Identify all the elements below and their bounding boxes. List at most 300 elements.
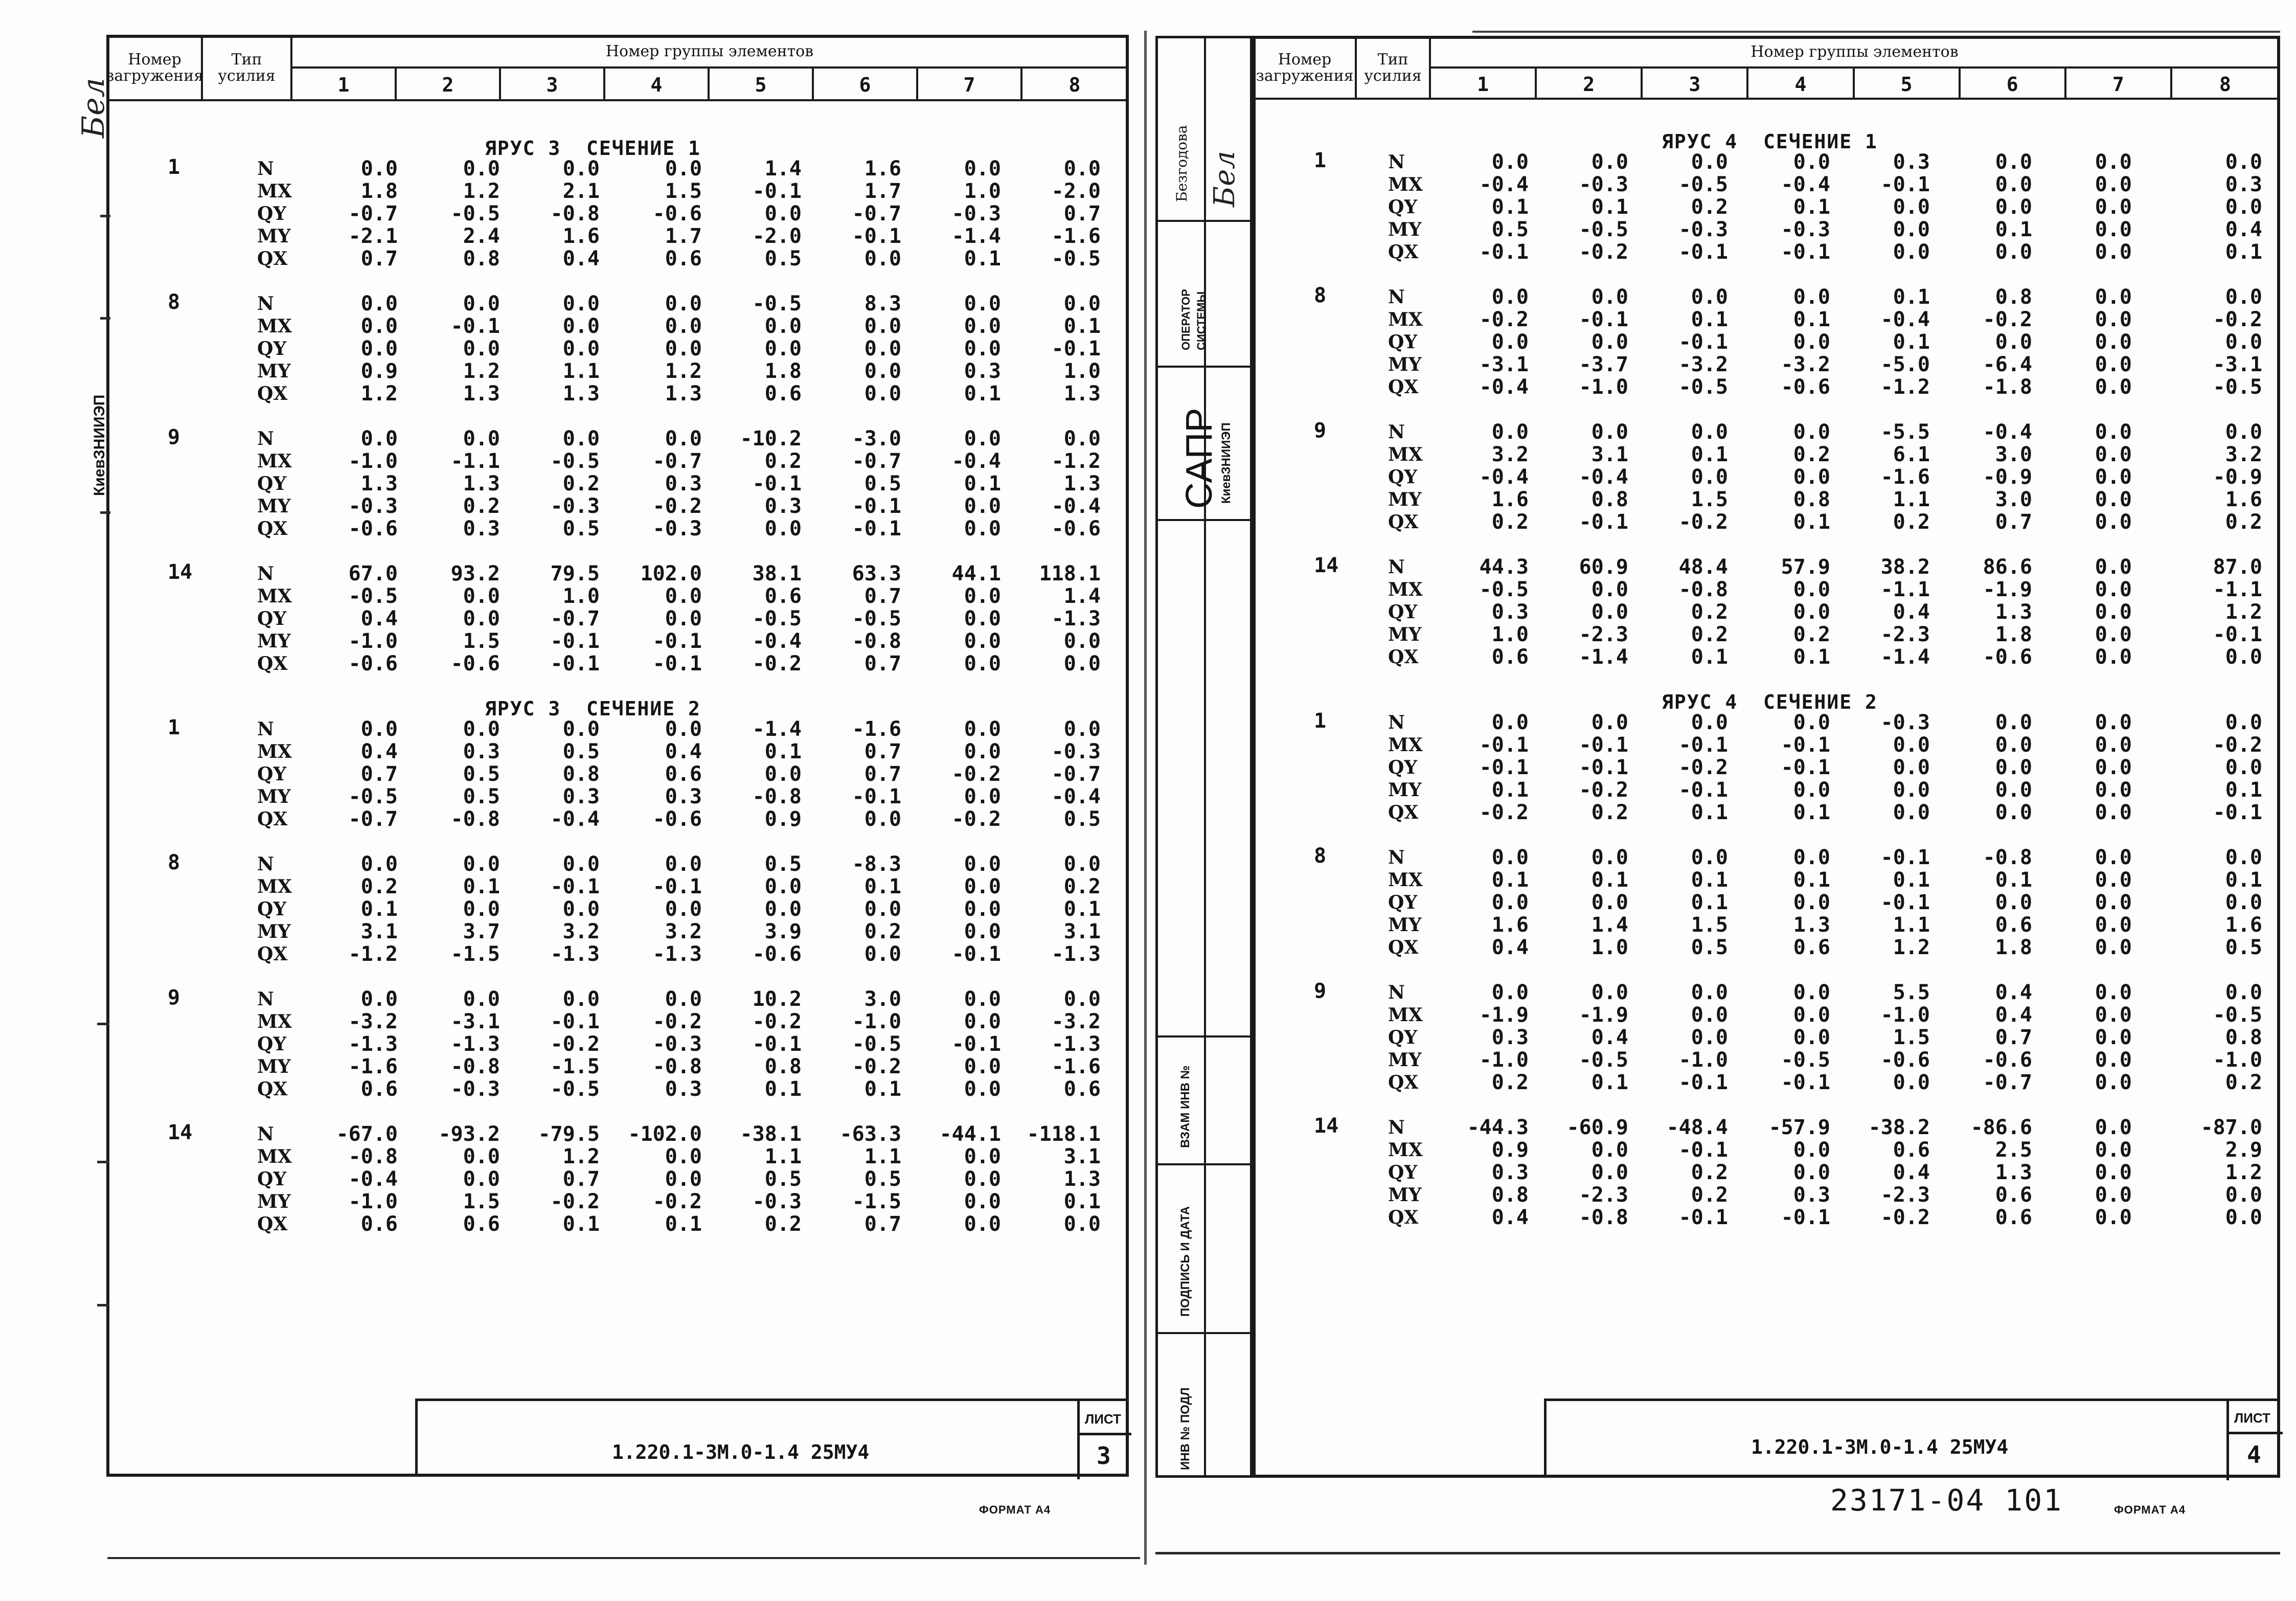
force-value-cell: 0.5 [1491,218,1529,241]
section-title: ЯРУС 4 СЕЧЕНИЕ 2 [1662,691,1878,713]
force-value-cell: 0.0 [964,292,1001,315]
force-type-label: N [257,718,274,740]
force-type-label: MX [1388,1139,1423,1161]
force-value-cell: 0.0 [463,292,500,315]
force-value-cell: 1.3 [1793,913,1830,937]
force-value-cell: -0.4 [752,629,802,653]
force-type-label: MX [1388,174,1423,195]
force-value-cell: -2.1 [348,224,398,248]
force-value-cell: 0.0 [2225,846,2262,869]
force-value-cell: -3.2 [348,1010,398,1033]
force-value-cell: -0.8 [348,1145,398,1168]
force-value-cell: -0.2 [550,1190,600,1213]
force-type-label: MY [1388,489,1422,510]
force-value-cell: 0.0 [2095,600,2132,624]
force-type-label: N [1388,847,1405,868]
force-value-cell: 0.3 [1491,600,1529,624]
force-value-cell: -118.1 [1027,1122,1101,1146]
force-value-cell: 0.3 [463,517,500,540]
force-value-cell: 0.0 [1591,600,1628,624]
force-type-label: MY [257,495,291,517]
force-value-cell: -0.2 [1479,308,1529,331]
margin-tick [97,1161,109,1163]
force-value-cell: 0.2 [1691,195,1728,219]
group-col-8: 8 [2219,73,2231,96]
force-value-cell: -79.5 [538,1122,600,1146]
force-value-cell: 0.5 [864,472,901,495]
force-value-cell: 0.0 [964,875,1001,898]
force-value-cell: -0.5 [348,584,398,608]
force-value-cell: 1.2 [2225,600,2262,624]
force-value-cell: 1.4 [1591,913,1628,937]
force-value-cell: 1.1 [1893,488,1930,511]
force-value-cell: 0.5 [562,517,600,540]
force-value-cell: -0.5 [1579,1048,1628,1072]
force-value-cell: 0.0 [964,1077,1001,1101]
force-value-cell: -0.7 [1983,1071,2032,1094]
force-type-label: MY [257,921,291,942]
force-value-cell: -0.8 [652,1055,702,1078]
force-value-cell: 0.0 [1591,891,1628,914]
force-value-cell: 0.0 [1893,195,1930,219]
force-value-cell: -0.8 [1983,846,2032,869]
force-value-cell: -0.3 [450,1077,500,1101]
force-value-cell: -0.1 [652,875,702,898]
force-value-cell: 0.1 [964,247,1001,270]
margin-tick [97,1304,109,1306]
force-value-cell: -0.1 [652,652,702,675]
force-value-cell: -0.2 [1678,756,1728,779]
force-value-cell: 0.1 [764,1077,802,1101]
doc-code: 1.220.1-3М.0-1.4 25МУ4 [1751,1436,2009,1458]
force-value-cell: 1.5 [1691,488,1728,511]
force-value-cell: 0.6 [360,1077,398,1101]
force-value-cell: 1.3 [562,382,600,405]
force-value-cell: 0.0 [2095,443,2132,466]
force-value-cell: 0.0 [665,852,702,876]
force-value-cell: 0.2 [1691,600,1728,624]
force-value-cell: -0.4 [951,449,1001,473]
force-value-cell: -0.3 [1579,173,1628,196]
force-value-cell: 0.0 [2095,733,2132,757]
force-value-cell: -0.7 [348,202,398,226]
force-value-cell: 0.0 [1793,891,1830,914]
load-number: 8 [168,290,180,314]
force-type-label: QX [1388,937,1419,958]
force-value-cell: 0.3 [764,494,802,518]
force-value-cell: 0.7 [360,247,398,270]
force-type-label: MY [1388,219,1422,240]
force-value-cell: 0.7 [864,740,901,763]
force-value-cell: 0.0 [2095,981,2132,1004]
force-value-cell: 0.1 [1893,330,1930,354]
force-value-cell: 0.0 [964,607,1001,630]
force-value-cell: 2.4 [463,224,500,248]
force-value-cell: 1.3 [463,472,500,495]
force-value-cell: -0.1 [852,494,901,518]
force-value-cell: -0.1 [951,1032,1001,1056]
force-value-cell: 1.8 [1995,936,2032,959]
force-value-cell: 0.0 [665,337,702,360]
force-value-cell: 0.1 [1995,218,2032,241]
force-value-cell: -0.2 [752,652,802,675]
force-value-cell: 0.0 [665,607,702,630]
force-value-cell: 0.0 [2225,330,2262,354]
force-value-cell: -0.3 [1678,218,1728,241]
force-value-cell: 0.0 [463,337,500,360]
force-value-cell: 0.2 [1491,1071,1529,1094]
force-type-label: QX [1388,646,1419,668]
force-value-cell: 3.1 [360,920,398,943]
force-value-cell: 0.0 [864,382,901,405]
force-value-cell: 0.0 [1591,711,1628,734]
force-value-cell: 0.0 [2095,420,2132,444]
force-value-cell: 0.0 [964,987,1001,1011]
force-value-cell: -0.5 [2213,1003,2262,1027]
force-value-cell: 0.0 [864,314,901,338]
bottom-rule [1155,1552,2280,1554]
force-type-label: QY [257,203,287,224]
force-value-cell: -0.2 [652,1190,702,1213]
stamp-orig-inv: ИНВ № ПОДЛ [1178,1387,1192,1470]
force-value-cell: 0.6 [1063,1077,1101,1101]
force-value-cell: -0.5 [348,785,398,808]
force-value-cell: 1.0 [562,584,600,608]
force-value-cell: 0.1 [864,1077,901,1101]
right-side-stamp [1155,36,1253,1478]
force-value-cell: -0.4 [348,1167,398,1191]
force-value-cell: 5.5 [1893,981,1930,1004]
force-value-cell: -1.9 [1479,1003,1529,1027]
force-value-cell: 0.0 [1491,285,1529,309]
force-value-cell: -3.2 [1678,353,1728,376]
force-value-cell: -1.4 [1880,645,1930,669]
force-value-cell: 0.1 [1063,897,1101,921]
force-value-cell: -0.2 [852,1055,901,1078]
force-value-cell: 1.0 [1491,623,1529,646]
force-value-cell: 0.0 [2095,1116,2132,1139]
force-type-label: N [257,428,274,449]
force-value-cell: -0.5 [1678,173,1728,196]
force-type-label: MX [1388,579,1423,600]
force-value-cell: 1.8 [764,359,802,383]
force-value-cell: -0.4 [1983,420,2032,444]
force-value-cell: 0.2 [1591,801,1628,824]
force-value-cell: 0.0 [463,852,500,876]
force-value-cell: 0.0 [2225,1206,2262,1229]
force-value-cell: 0.3 [665,1077,702,1101]
force-value-cell: 0.0 [964,584,1001,608]
force-value-cell: 8.3 [864,292,901,315]
force-value-cell: -0.1 [450,314,500,338]
load-number: 14 [168,1121,193,1144]
force-value-cell: 38.1 [752,562,802,585]
force-value-cell: 0.0 [1691,285,1728,309]
group-col-4: 4 [605,69,710,101]
force-value-cell: 1.1 [864,1145,901,1168]
force-type-label: MX [257,1011,292,1032]
force-value-cell: -0.4 [1781,173,1830,196]
force-value-cell: 0.0 [2225,1183,2262,1207]
force-value-cell: 3.2 [562,920,600,943]
force-value-cell: 0.0 [1691,981,1728,1004]
force-value-cell: 0.0 [2095,488,2132,511]
force-value-cell: 0.0 [562,157,600,181]
force-value-cell: 0.0 [1063,652,1101,675]
left-title-block [415,1399,1129,1477]
force-value-cell: 1.3 [665,382,702,405]
force-value-cell: 1.6 [2225,488,2262,511]
force-value-cell: -0.1 [951,942,1001,966]
force-value-cell: -1.3 [1051,607,1101,630]
force-value-cell: 0.0 [2225,420,2262,444]
force-value-cell: 0.0 [2095,555,2132,579]
group-col-8: 8 [1069,74,1081,96]
force-value-cell: 0.0 [2095,623,2132,646]
group-col-5: 5 [1855,69,1961,100]
force-value-cell: 0.0 [562,987,600,1011]
force-value-cell: 0.0 [665,987,702,1011]
force-value-cell: -0.8 [852,629,901,653]
force-value-cell: 0.0 [562,852,600,876]
force-value-cell: 0.4 [562,247,600,270]
force-value-cell: -0.5 [852,607,901,630]
force-value-cell: -48.4 [1666,1116,1728,1139]
force-type-label: QY [257,1033,287,1055]
force-value-cell: 0.1 [665,1212,702,1236]
force-value-cell: 0.1 [1893,868,1930,892]
force-value-cell: -0.1 [1579,733,1628,757]
force-value-cell: 3.1 [1063,1145,1101,1168]
force-value-cell: -0.1 [1781,1071,1830,1094]
force-value-cell: 0.4 [1591,1026,1628,1049]
force-value-cell: -2.3 [1579,1183,1628,1207]
force-value-cell: 0.0 [463,1145,500,1168]
force-value-cell: 0.0 [964,652,1001,675]
force-value-cell: 0.0 [2095,285,2132,309]
force-value-cell: -0.3 [752,1190,802,1213]
force-value-cell: 0.5 [2225,936,2262,959]
force-value-cell: -1.4 [1579,645,1628,669]
force-type-label: MY [1388,1184,1422,1206]
force-value-cell: 0.0 [665,427,702,450]
force-value-cell: 0.9 [1491,1138,1529,1162]
force-value-cell: 0.1 [1691,308,1728,331]
group-col-7: 7 [2066,69,2172,100]
load-number: 8 [168,851,180,874]
right-title-block [1544,1399,2280,1478]
section-title: ЯРУС 3 СЕЧЕНИЕ 2 [485,697,701,720]
force-value-cell: 0.0 [1893,756,1930,779]
force-value-cell: 0.4 [1491,936,1529,959]
force-value-cell: 0.7 [1995,1026,2032,1049]
force-value-cell: 0.0 [562,427,600,450]
force-value-cell: -0.8 [450,807,500,831]
force-value-cell: 0.1 [1491,195,1529,219]
force-value-cell: 0.0 [1793,1138,1830,1162]
load-number: 9 [168,986,180,1009]
force-value-cell: -0.1 [1781,1206,1830,1229]
force-value-cell: 0.0 [2095,1003,2132,1027]
force-value-cell: 2.1 [562,179,600,203]
bottom-rule [107,1557,1140,1559]
force-value-cell: 0.8 [562,762,600,786]
force-value-cell: 0.1 [1793,645,1830,669]
force-value-cell: 1.1 [764,1145,802,1168]
force-value-cell: 0.2 [1793,443,1830,466]
group-col-7: 7 [918,69,1022,101]
load-number: 1 [1314,709,1327,733]
force-value-cell: 0.0 [1491,711,1529,734]
force-value-cell: 0.0 [2095,801,2132,824]
force-value-cell: -0.3 [652,1032,702,1056]
force-value-cell: -0.5 [752,292,802,315]
force-value-cell: 0.4 [2225,218,2262,241]
force-value-cell: -3.1 [1479,353,1529,376]
force-type-label: MX [257,315,292,337]
force-value-cell: -38.1 [740,1122,802,1146]
force-type-label: MY [1388,914,1422,936]
force-value-cell: 1.8 [1995,623,2032,646]
force-value-cell: 0.0 [964,1055,1001,1078]
force-value-cell: -0.5 [1479,578,1529,601]
force-value-cell: -1.0 [1880,1003,1930,1027]
force-value-cell: -0.1 [1880,891,1930,914]
force-value-cell: 0.0 [864,897,901,921]
force-value-cell: 0.1 [1691,443,1728,466]
force-value-cell: -1.3 [652,942,702,966]
force-value-cell: -1.6 [348,1055,398,1078]
group-col-3: 3 [501,69,605,101]
force-value-cell: 0.0 [463,987,500,1011]
force-value-cell: 0.9 [360,359,398,383]
force-value-cell: 0.0 [2225,891,2262,914]
force-type-label: MY [257,786,291,807]
force-value-cell: 0.2 [764,1212,802,1236]
force-value-cell: 0.0 [665,1167,702,1191]
force-value-cell: 0.1 [1063,314,1101,338]
force-type-label: QY [257,608,287,629]
force-value-cell: -0.2 [652,1010,702,1033]
force-value-cell: 0.0 [360,292,398,315]
force-value-cell: -3.7 [1579,353,1628,376]
force-type-label: QX [1388,1207,1419,1228]
force-value-cell: -0.1 [1678,778,1728,802]
force-value-cell: -0.2 [2213,308,2262,331]
sheet-label: ЛИСТ [1085,1411,1121,1427]
force-value-cell: 0.1 [1793,195,1830,219]
force-value-cell: 0.0 [1491,981,1529,1004]
force-value-cell: 0.4 [1893,600,1930,624]
force-value-cell: 1.6 [562,224,600,248]
force-value-cell: -0.1 [1579,756,1628,779]
force-value-cell: -0.1 [1479,240,1529,264]
force-value-cell: -1.3 [1051,1032,1101,1056]
load-number: 9 [1314,979,1327,1003]
force-value-cell: 3.1 [1591,443,1628,466]
force-value-cell: -1.3 [348,1032,398,1056]
force-value-cell: 0.0 [964,717,1001,741]
force-value-cell: 0.0 [665,717,702,741]
force-value-cell: 0.0 [2095,645,2132,669]
force-value-cell: 0.0 [864,359,901,383]
force-value-cell: 0.5 [764,1167,802,1191]
force-type-label: N [257,293,274,314]
force-type-header: Тип усилия [1357,38,1431,100]
force-value-cell: 0.1 [1793,510,1830,534]
force-value-cell: 0.0 [1591,420,1628,444]
force-value-cell: -0.1 [550,652,600,675]
force-value-cell: 0.8 [764,1055,802,1078]
force-value-cell: 0.3 [562,785,600,808]
force-value-cell: 0.1 [1591,868,1628,892]
force-value-cell: 0.0 [2095,240,2132,264]
force-value-cell: 0.1 [1591,1071,1628,1094]
force-type-label: N [1388,982,1405,1003]
force-value-cell: 0.0 [1591,578,1628,601]
force-value-cell: -3.2 [1051,1010,1101,1033]
force-type-label: N [1388,151,1405,173]
force-value-cell: 0.1 [1893,285,1930,309]
force-value-cell: 0.0 [1063,427,1101,450]
force-type-label: QX [1388,511,1419,533]
load-number: 1 [168,716,180,739]
force-type-label: QY [1388,1162,1418,1183]
force-value-cell: -0.1 [1678,330,1728,354]
stamp-operator: ОПЕРАТОР СИСТЕМЫ [1179,289,1208,350]
force-value-cell: -0.2 [1880,1206,1930,1229]
force-value-cell: 0.3 [665,785,702,808]
force-value-cell: 67.0 [348,562,398,585]
force-value-cell: 1.4 [1063,584,1101,608]
force-value-cell: 0.0 [1995,150,2032,174]
force-value-cell: 87.0 [2213,555,2262,579]
force-type-label: MX [257,181,292,202]
force-type-label: N [1388,286,1405,308]
force-value-cell: 0.0 [1491,150,1529,174]
force-value-cell: 0.0 [2095,150,2132,174]
top-rule [1472,31,2280,33]
force-type-label: QX [257,383,288,404]
margin-tick [100,317,110,320]
force-type-label: N [1388,421,1405,443]
force-value-cell: 0.6 [1995,913,2032,937]
force-value-cell: -57.9 [1768,1116,1830,1139]
force-value-cell: 0.0 [1793,420,1830,444]
force-value-cell: 0.0 [964,1167,1001,1191]
force-value-cell: -1.5 [852,1190,901,1213]
force-value-cell: -0.3 [951,202,1001,226]
force-value-cell: -1.9 [1983,578,2032,601]
force-type-header: Тип усилия [203,37,292,101]
force-value-cell: 0.0 [1591,330,1628,354]
force-value-cell: 0.0 [2095,1138,2132,1162]
force-value-cell: 1.7 [864,179,901,203]
load-no-header: Номер загружения [108,37,203,101]
force-value-cell: -1.3 [1051,942,1101,966]
force-value-cell: 0.0 [1793,285,1830,309]
force-value-cell: -0.1 [1479,756,1529,779]
force-value-cell: 0.0 [764,517,802,540]
force-value-cell: -1.0 [852,1010,901,1033]
section-title: ЯРУС 3 СЕЧЕНИЕ 1 [485,137,701,160]
force-value-cell: 1.2 [1893,936,1930,959]
force-value-cell: -0.8 [1579,1206,1628,1229]
force-value-cell: 0.5 [463,762,500,786]
force-value-cell: -0.1 [1579,510,1628,534]
force-type-label: MX [257,585,292,607]
force-value-cell: 102.0 [640,562,702,585]
